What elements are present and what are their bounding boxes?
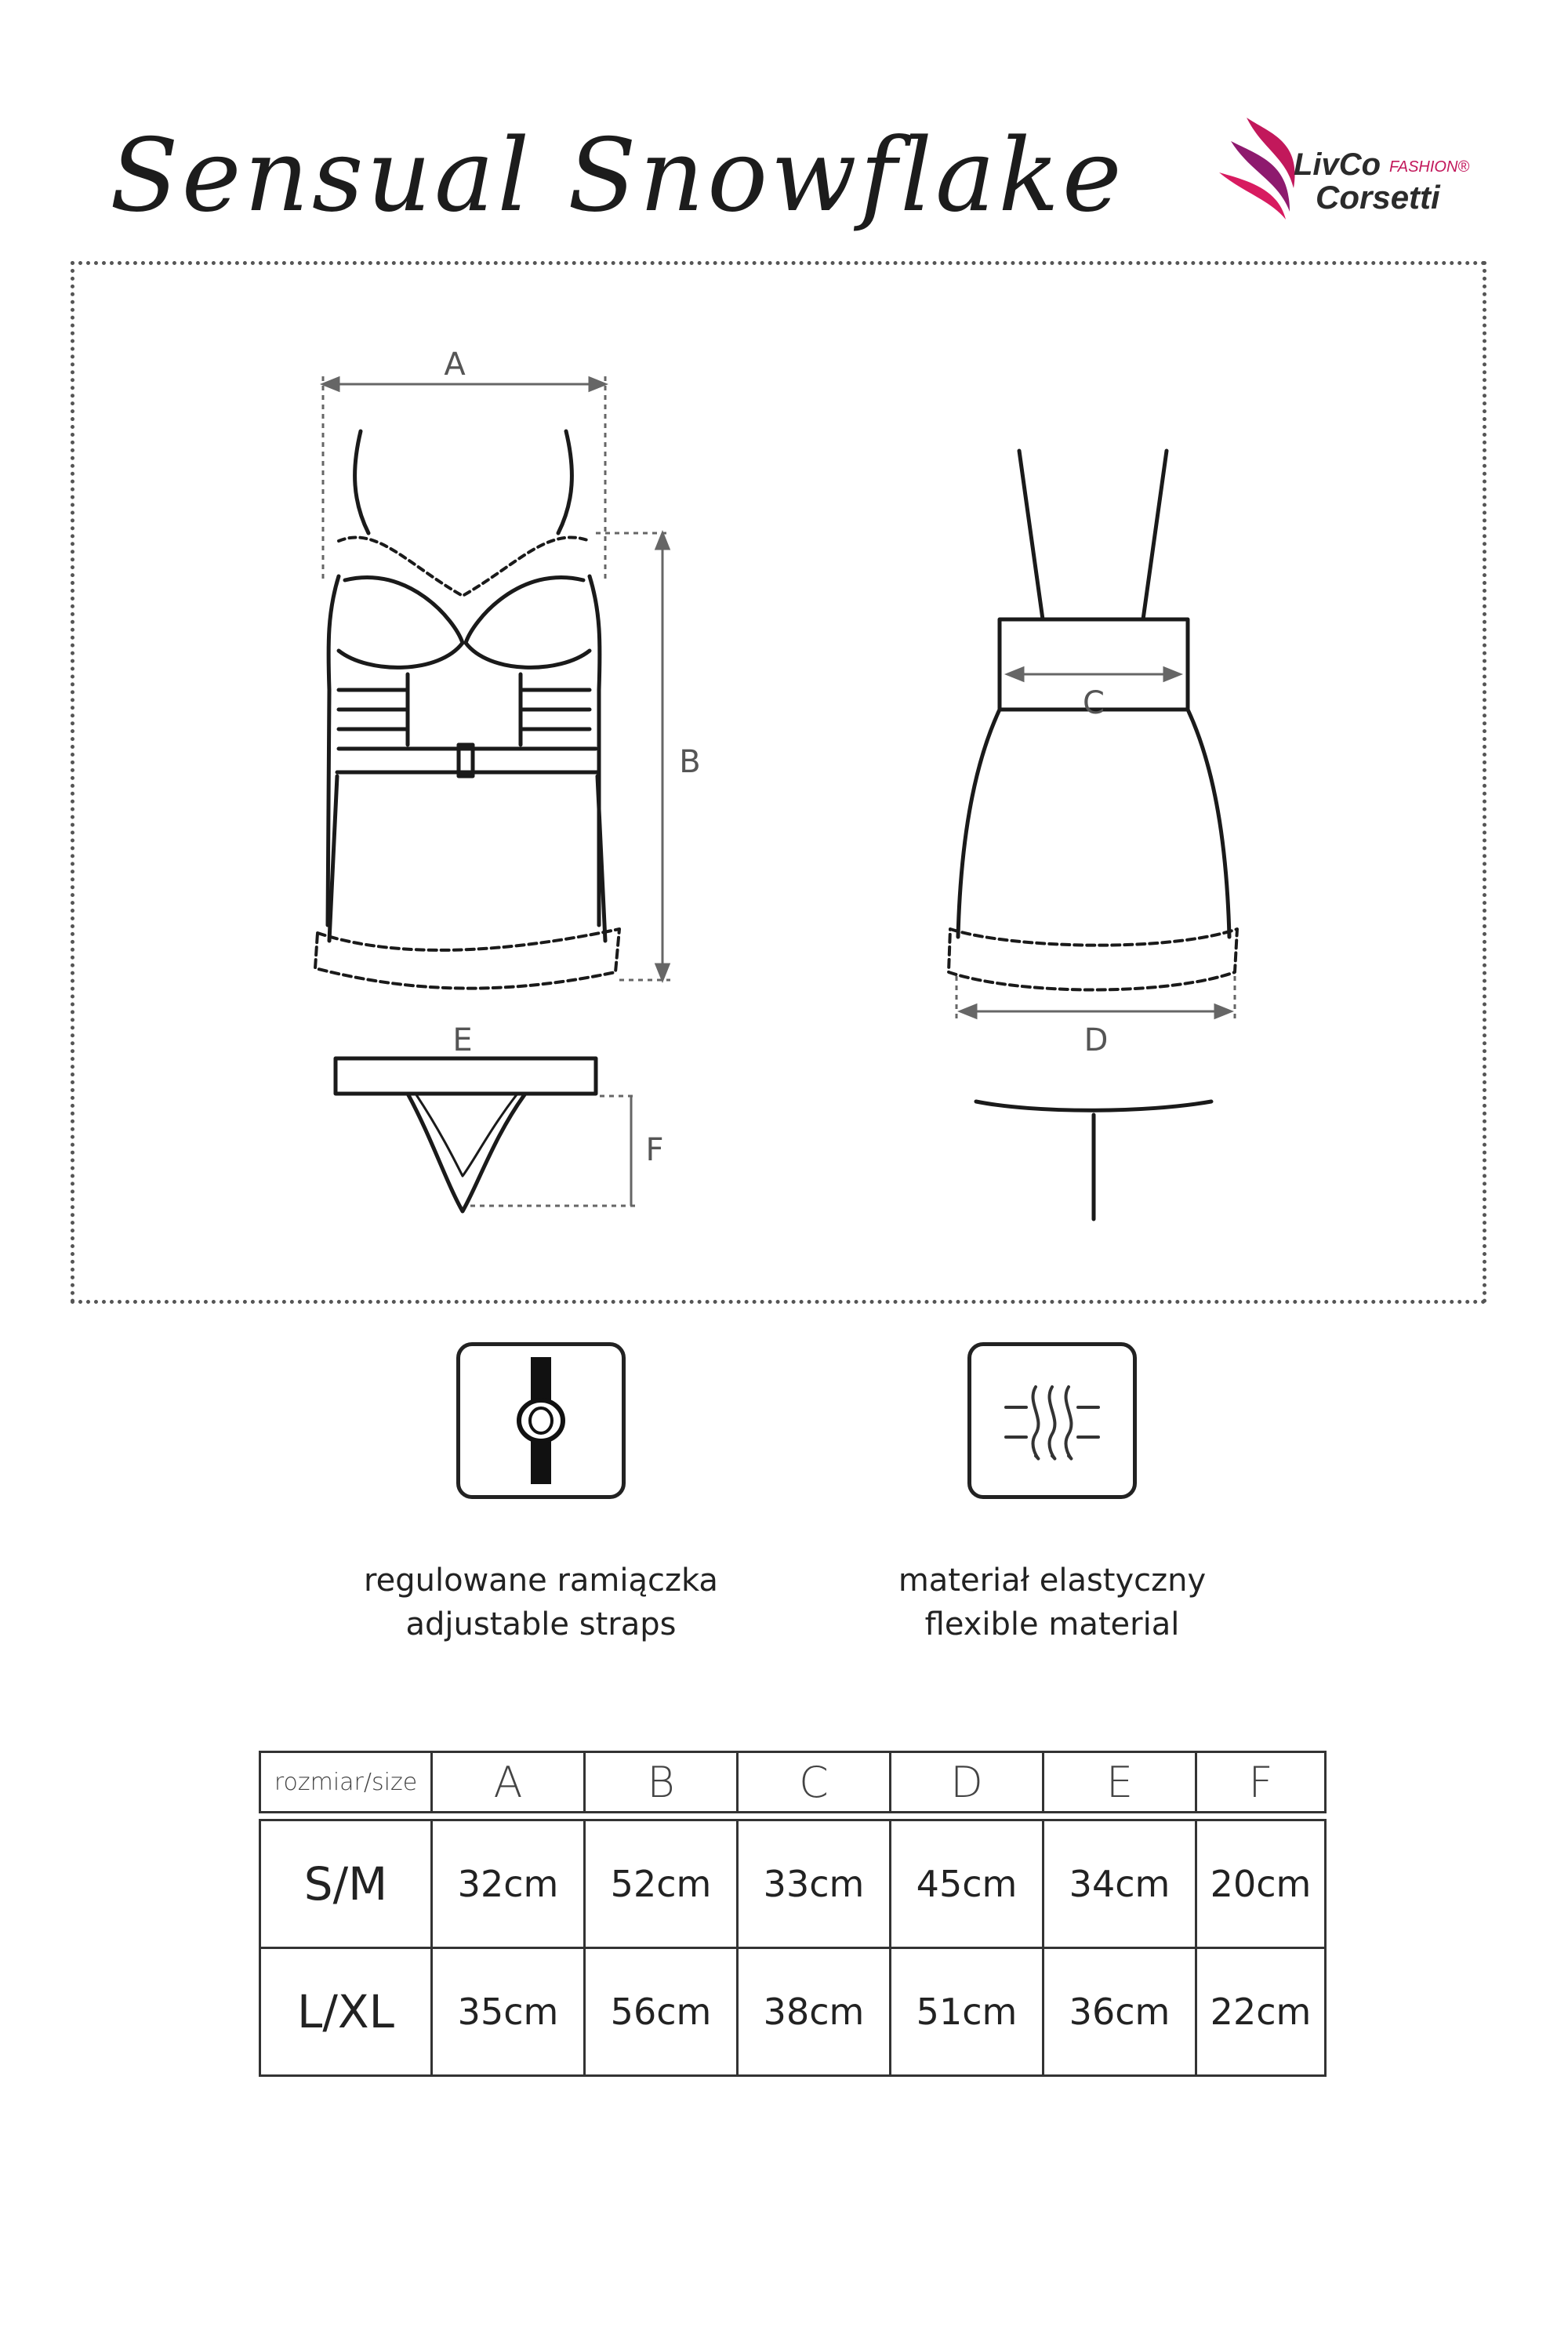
size-header-label: rozmiar/size [260, 1752, 432, 1813]
value-cell: 20cm [1196, 1820, 1326, 1948]
product-title: Sensual Snowflake [110, 118, 1125, 234]
value-cell: 45cm [891, 1820, 1044, 1948]
stretch-material-icon [967, 1342, 1137, 1499]
value-cell: 36cm [1044, 1948, 1196, 2076]
value-cell: 51cm [891, 1948, 1044, 2076]
col-header-d: D [891, 1752, 1044, 1813]
back-thong-drawing [976, 1102, 1211, 1219]
col-header-a: A [432, 1752, 585, 1813]
size-table-header [259, 1751, 1327, 1813]
col-header-e: E [1044, 1752, 1196, 1813]
value-cell: 32cm [432, 1820, 585, 1948]
value-cell: 22cm [1196, 1948, 1326, 2076]
brand-livco: LivCo [1294, 147, 1381, 182]
value-cell: 56cm [585, 1948, 738, 2076]
size-cell: L/XL [260, 1948, 432, 2076]
value-cell: 33cm [738, 1820, 891, 1948]
front-chemise-drawing [315, 431, 619, 989]
dim-label-b: B [679, 744, 701, 780]
col-header-f: F [1196, 1752, 1326, 1813]
size-cell: S/M [260, 1820, 432, 1948]
value-cell: 35cm [432, 1948, 585, 2076]
feature-label-en: flexible material [924, 1606, 1180, 1642]
size-table [259, 1819, 1327, 2077]
dim-label-f: F [645, 1132, 664, 1168]
dim-label-c: C [1083, 685, 1105, 721]
dim-label-d: D [1083, 1022, 1109, 1058]
value-cell: 34cm [1044, 1820, 1196, 1948]
table-row [260, 1948, 1326, 2076]
front-thong-drawing [336, 1058, 596, 1211]
adjustable-strap-icon [456, 1342, 626, 1499]
value-cell: 38cm [738, 1948, 891, 2076]
brand-fashion: FASHION® [1389, 158, 1470, 176]
col-header-b: B [585, 1752, 738, 1813]
feature-flexible-material [817, 1342, 1287, 1646]
table-row [260, 1820, 1326, 1948]
col-header-c: C [738, 1752, 891, 1813]
feature-adjustable-straps [306, 1342, 776, 1646]
brand-corsetti: Corsetti [1316, 179, 1440, 216]
feature-label-pl: regulowane ramiączka [364, 1563, 718, 1599]
feature-label-pl: materiał elastyczny [898, 1563, 1207, 1599]
value-cell: 52cm [585, 1820, 738, 1948]
feature-label-en: adjustable straps [405, 1606, 677, 1642]
dim-label-a: A [444, 347, 466, 383]
dim-label-e: E [452, 1022, 473, 1058]
